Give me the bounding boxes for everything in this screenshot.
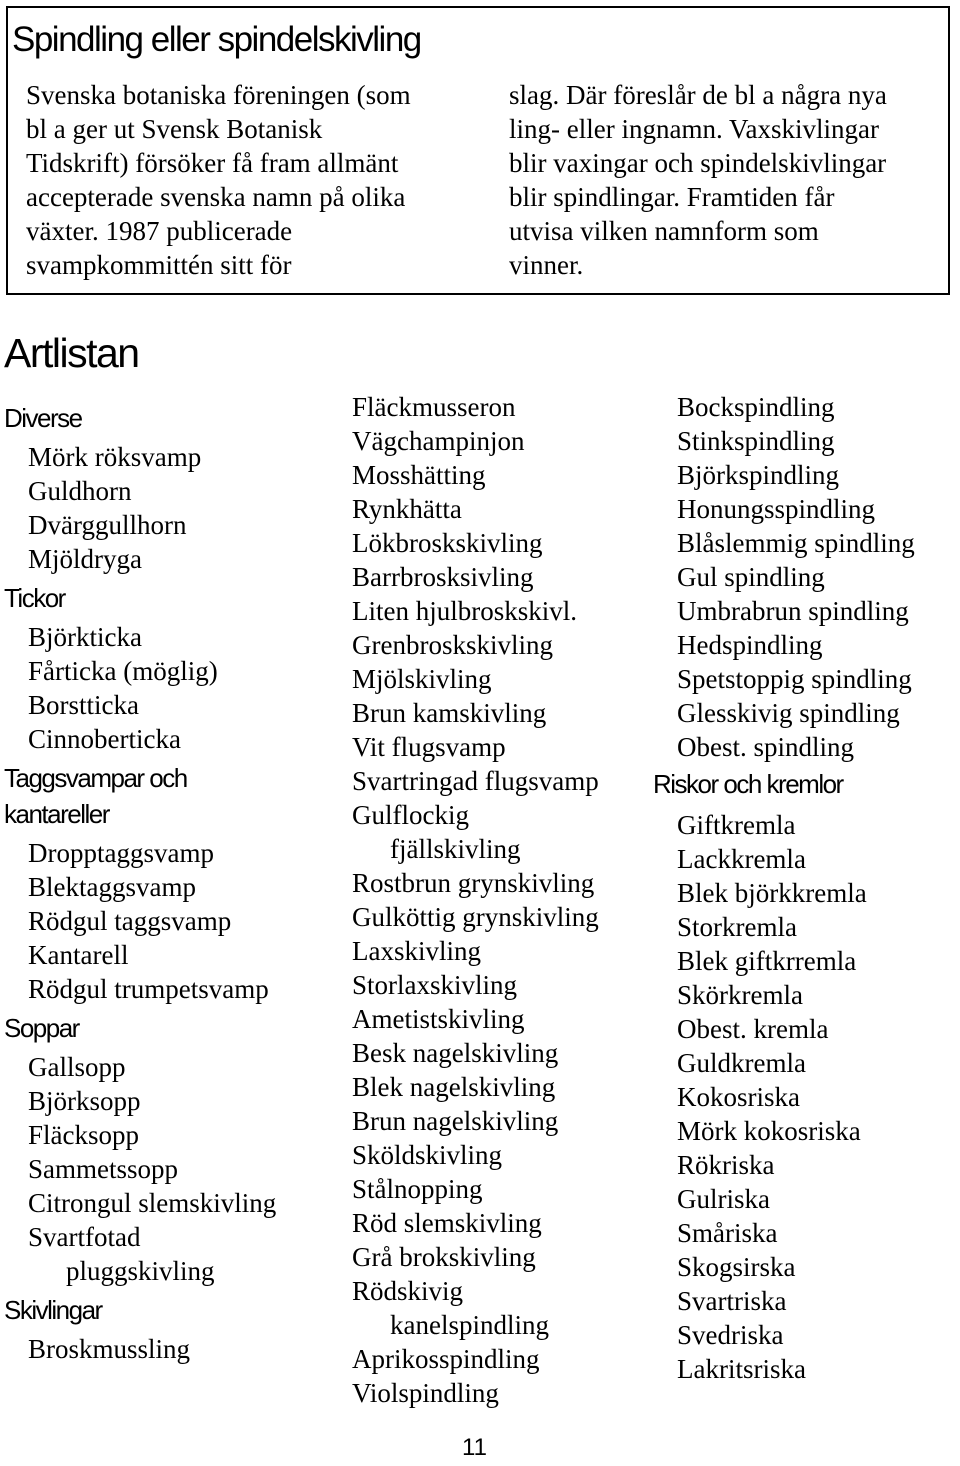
intro-line: bl a ger ut Svensk Botanisk	[26, 114, 323, 144]
species-item: Sammetssopp	[28, 1154, 179, 1184]
species-column-1	[4, 396, 324, 1366]
species-item: Cinnoberticka	[28, 724, 181, 754]
species-item: Fläckmusseron	[352, 392, 516, 422]
species-item: Gulriska	[677, 1184, 770, 1214]
species-list-b	[677, 808, 960, 1386]
species-item: Lackkremla	[677, 844, 806, 874]
species-item: Rökriska	[677, 1150, 775, 1180]
species-item: Storkremla	[677, 912, 797, 942]
intro-line: Svenska botaniska föreningen (som	[26, 80, 411, 110]
species-item: Mjölskivling	[352, 664, 492, 694]
species-item: Obest. spindling	[677, 732, 855, 762]
intro-line: utvisa vilken namnform som	[509, 216, 819, 246]
species-item: Gallsopp	[28, 1052, 126, 1082]
page-number: 11	[462, 1434, 487, 1461]
intro-line: Tidskrift) försöker få fram allmänt	[26, 148, 399, 178]
skivlingar-list	[4, 1332, 324, 1366]
species-item: Gulköttig grynskivling	[352, 902, 599, 932]
species-item: Rödgul taggsvamp	[28, 906, 232, 936]
species-item: Blek giftkrremla	[677, 946, 857, 976]
species-item: Brun kamskivling	[352, 698, 547, 728]
species-item: Dvärggullhorn	[28, 510, 187, 540]
category-heading	[4, 760, 324, 832]
species-item: Svedriska	[677, 1320, 784, 1350]
species-item: Guldhorn	[28, 476, 132, 506]
species-item: Vit flugsvamp	[352, 732, 506, 762]
species-item: Glesskivig spindling	[677, 698, 900, 728]
species-item: Broskmussling	[28, 1334, 191, 1364]
species-item: Bockspindling	[677, 392, 835, 422]
category-heading: Riskor och kremlor	[653, 769, 843, 799]
species-item: Obest. kremla	[677, 1014, 829, 1044]
species-list-a	[352, 390, 672, 832]
species-item: Rödgul trumpetsvamp	[28, 974, 269, 1004]
species-item: Fläcksopp	[28, 1120, 139, 1150]
species-item: Besk nagelskivling	[352, 1038, 559, 1068]
species-list-a	[677, 390, 960, 764]
species-item: Sköldskivling	[352, 1140, 503, 1170]
species-item-continuation: pluggskivling	[66, 1256, 215, 1286]
category-heading: Tickor	[4, 583, 65, 613]
intro-right-column	[509, 78, 949, 282]
category-heading: Soppar	[4, 1013, 79, 1043]
category-heading-line: kantareller	[4, 799, 109, 829]
tickor-list	[4, 620, 324, 756]
species-item: Svartriska	[677, 1286, 787, 1316]
species-item-continuation: kanelspindling	[390, 1310, 549, 1340]
species-item: Skogsirska	[677, 1252, 796, 1282]
species-item: Violspindling	[352, 1378, 499, 1408]
species-item: Dropptaggsvamp	[28, 838, 214, 868]
intro-line: svampkommittén sitt för	[26, 250, 292, 280]
species-item: Brun nagelskivling	[352, 1106, 559, 1136]
species-item: Liten hjulbroskskivl.	[352, 596, 577, 626]
category-heading: Diverse	[4, 403, 82, 433]
species-item: Citrongul slemskivling	[28, 1188, 277, 1218]
species-item: Lakritsriska	[677, 1354, 806, 1384]
soppar-list	[4, 1050, 324, 1254]
species-item: Gulflockig	[352, 800, 469, 830]
species-item: Mjöldryga	[28, 544, 142, 574]
species-item-continuation: fjällskivling	[390, 834, 521, 864]
species-item: Ametistskivling	[352, 1004, 525, 1034]
species-item: Barrbrosksivling	[352, 562, 534, 592]
species-item: Blek björkkremla	[677, 878, 867, 908]
species-item: Hedspindling	[677, 630, 823, 660]
species-item: Mörk röksvamp	[28, 442, 202, 472]
intro-box	[6, 6, 950, 295]
species-list-c	[352, 1342, 672, 1410]
tagg-list	[4, 836, 324, 1006]
species-item: Blek nagelskivling	[352, 1072, 556, 1102]
species-item: Blektaggsvamp	[28, 872, 196, 902]
category-heading-line: Taggsvampar och	[4, 763, 187, 793]
species-column-3	[653, 390, 960, 1386]
species-item: Stinkspindling	[677, 426, 835, 456]
species-item: Honungsspindling	[677, 494, 876, 524]
species-item: Aprikosspindling	[352, 1344, 540, 1374]
intro-left-column	[26, 78, 466, 282]
species-item: Storlaxskivling	[352, 970, 518, 1000]
species-item: Gul spindling	[677, 562, 825, 592]
intro-line: blir spindlingar. Framtiden får	[509, 182, 835, 212]
diverse-list	[4, 440, 324, 576]
species-item: Umbrabrun spindling	[677, 596, 909, 626]
species-item: Svartringad flugsvamp	[352, 766, 599, 796]
species-item: Guldkremla	[677, 1048, 806, 1078]
species-item: Blåslemmig spindling	[677, 528, 915, 558]
species-item: Grenbroskskivling	[352, 630, 553, 660]
species-item: Rostbrun grynskivling	[352, 868, 595, 898]
species-item: Kokosriska	[677, 1082, 800, 1112]
species-item: Mosshätting	[352, 460, 486, 490]
species-list-b	[352, 866, 672, 1308]
intro-line: slag. Där föreslår de bl a några nya	[509, 80, 887, 110]
species-item: Skörkremla	[677, 980, 803, 1010]
intro-line: vinner.	[509, 250, 584, 280]
intro-line: växter. 1987 publicerade	[26, 216, 293, 246]
intro-line: blir vaxingar och spindelskivlingar	[509, 148, 887, 178]
species-item: Borstticka	[28, 690, 139, 720]
species-item: Laxskivling	[352, 936, 481, 966]
species-item: Giftkremla	[677, 810, 796, 840]
species-item: Mörk kokosriska	[677, 1116, 861, 1146]
species-item: Småriska	[677, 1218, 778, 1248]
species-item: Svartfotad	[28, 1222, 141, 1252]
species-item: Rödskivig	[352, 1276, 464, 1306]
species-item: Rynkhätta	[352, 494, 462, 524]
species-item: Kantarell	[28, 940, 129, 970]
species-item: Röd slemskivling	[352, 1208, 542, 1238]
species-item: Fårticka (möglig)	[28, 656, 218, 686]
intro-line: accepterade svenska namn på olika	[26, 182, 406, 212]
section-title: Artlistan	[4, 330, 139, 376]
species-item: Björksopp	[28, 1086, 141, 1116]
species-item: Lökbroskskivling	[352, 528, 543, 558]
species-item: Stålnopping	[352, 1174, 483, 1204]
species-item: Björkspindling	[677, 460, 840, 490]
intro-title: Spindling eller spindelskivling	[12, 20, 421, 59]
species-item: Spetstoppig spindling	[677, 664, 912, 694]
intro-line: ling- eller ingnamn. Vaxskivlingar	[509, 114, 879, 144]
species-column-2	[352, 390, 672, 1410]
category-heading: Skivlingar	[4, 1295, 102, 1325]
species-item: Björkticka	[28, 622, 142, 652]
species-item: Vägchampinjon	[352, 426, 525, 456]
species-item: Grå brokskivling	[352, 1242, 536, 1272]
